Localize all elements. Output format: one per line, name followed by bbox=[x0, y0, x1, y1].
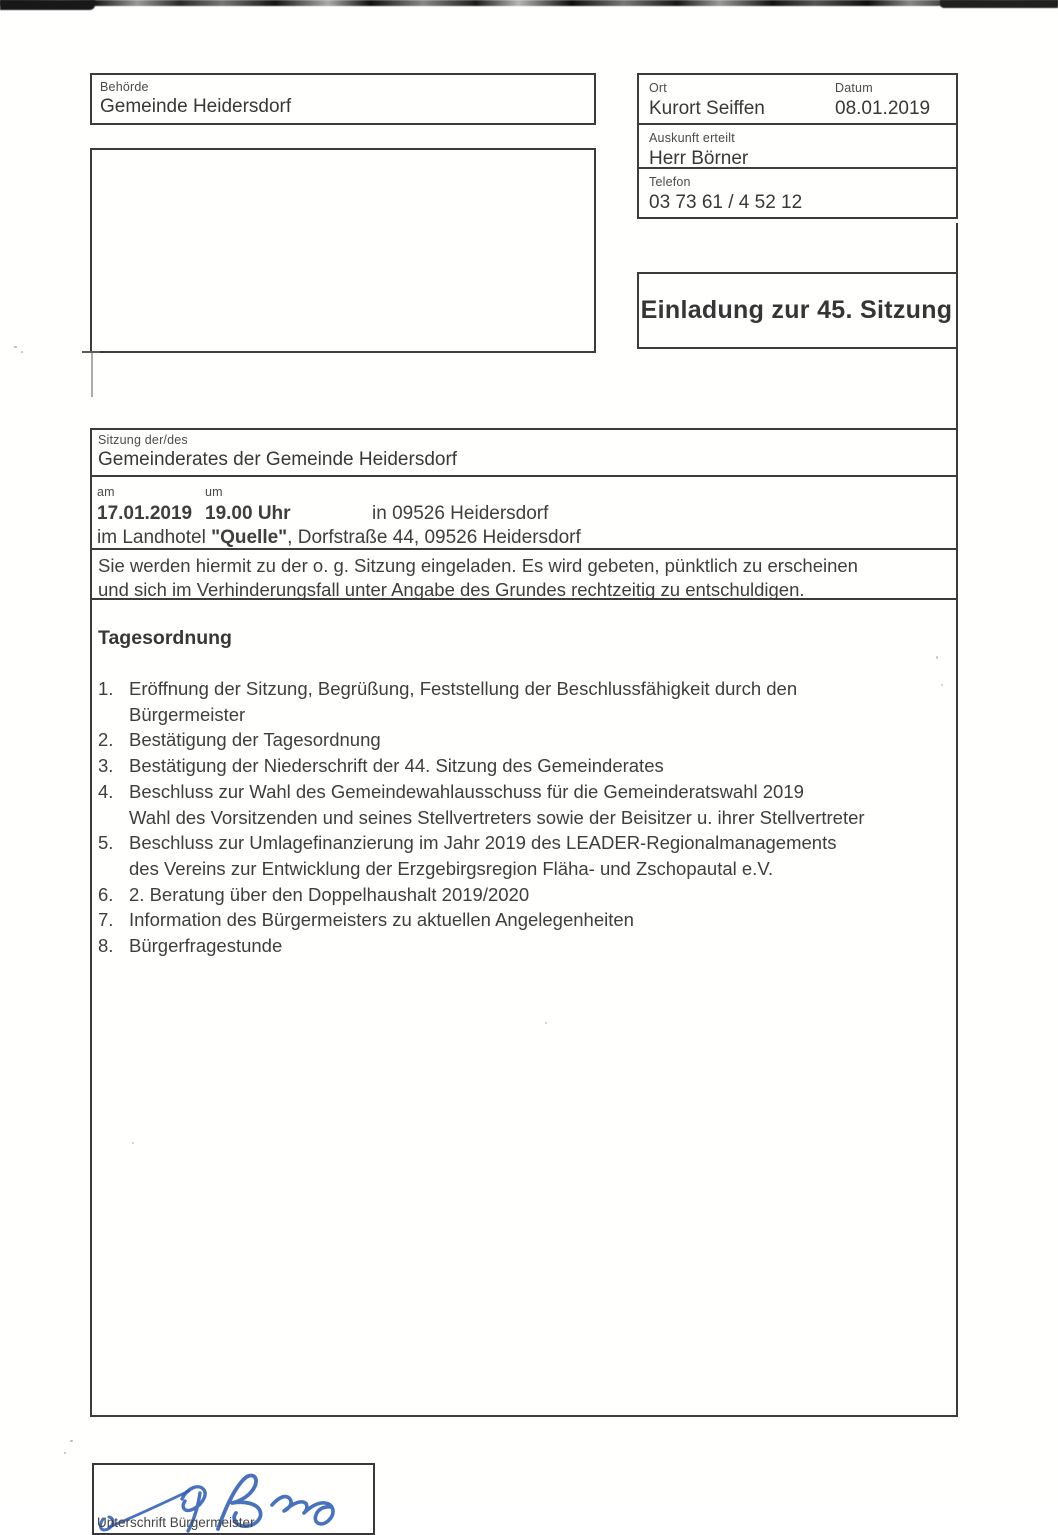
ort-datum-row bbox=[639, 75, 956, 123]
datum-value: 08.01.2019 bbox=[835, 98, 931, 119]
telefon-label: Telefon bbox=[649, 175, 691, 189]
scan-speck bbox=[70, 1440, 73, 1442]
venue-name: "Quelle" bbox=[211, 527, 288, 548]
agenda-line: Wahl des Vorsitzenden und seines Stellvertreters sowie der Beisitzer u. ihrer Stellvertreter bbox=[129, 806, 865, 828]
venue-line bbox=[97, 527, 581, 549]
agenda-line: des Vereins zur Entwicklung der Erzgebirgsregion Fläha- und Zschopautal e.V. bbox=[129, 857, 774, 879]
agenda-line: Information des Bürgermeisters zu aktuellen Angelegenheiten bbox=[129, 909, 634, 931]
agenda-item-number: 5. bbox=[98, 832, 114, 854]
meeting-place: in 09526 Heidersdorf bbox=[372, 503, 549, 524]
invitation-note-section bbox=[92, 550, 956, 600]
agenda-item-text bbox=[129, 907, 634, 933]
meeting-date: 17.01.2019 bbox=[97, 503, 193, 524]
agenda-item-text bbox=[129, 676, 797, 727]
signature-label: Unterschrift Bürgermeister bbox=[97, 1515, 255, 1530]
note-line-1: Sie werden hiermit zu der o. g. Sitzung eingeladen. Es wird gebeten, pünktlich zu erscheinen bbox=[98, 555, 858, 576]
sitzung-label: Sitzung der/des bbox=[98, 433, 188, 447]
agenda-title: Tagesordnung bbox=[98, 627, 232, 649]
scan-speck bbox=[14, 346, 17, 348]
agenda-list bbox=[98, 676, 946, 959]
contact-info-box bbox=[637, 73, 958, 219]
agenda-item-text bbox=[129, 727, 381, 753]
agenda-item-6 bbox=[98, 882, 946, 908]
invitation-title: Einladung zur 45. Sitzung bbox=[640, 296, 953, 324]
agenda-item-number: 2. bbox=[98, 729, 114, 751]
auskunft-label: Auskunft erteilt bbox=[649, 131, 735, 145]
venue-prefix: im Landhotel bbox=[97, 527, 212, 548]
behoerde-field bbox=[90, 73, 596, 125]
auskunft-row bbox=[639, 123, 956, 167]
agenda-item-number: 8. bbox=[98, 935, 114, 957]
scan-speck bbox=[21, 351, 23, 353]
agenda-item-2 bbox=[98, 727, 946, 753]
datetime-line bbox=[92, 503, 956, 525]
fold-mark-tick bbox=[82, 351, 100, 353]
um-label: um bbox=[205, 485, 223, 499]
agenda-line: Bürgermeister bbox=[129, 703, 246, 725]
agenda-line: 2. Beratung über den Doppelhaushalt 2019/2020 bbox=[129, 883, 530, 905]
datetime-section bbox=[92, 477, 956, 550]
agenda-line: Beschluss zur Wahl des Gemeindewahlausschuss für die Gemeinderatswahl 2019 bbox=[129, 780, 804, 802]
address-window-box bbox=[90, 148, 596, 353]
meeting-time: 19.00 Uhr bbox=[205, 503, 291, 524]
agenda-item-1 bbox=[98, 676, 946, 727]
agenda-line: Beschluss zur Umlagefinanzierung im Jahr 2019 des LEADER-Regionalmanagements bbox=[129, 832, 837, 854]
datum-label: Datum bbox=[835, 81, 873, 95]
invitation-title-box bbox=[637, 272, 958, 349]
agenda-item-text bbox=[129, 753, 664, 779]
scan-artifact-blob bbox=[940, 0, 1058, 8]
agenda-line: Bestätigung der Niederschrift der 44. Sitzung des Gemeinderates bbox=[129, 755, 664, 777]
agenda-line: Eröffnung der Sitzung, Begrüßung, Feststellung der Beschlussfähigkeit durch den bbox=[129, 678, 798, 699]
behoerde-value: Gemeinde Heidersdorf bbox=[100, 96, 292, 117]
agenda-item-8 bbox=[98, 933, 946, 959]
agenda-item-number: 4. bbox=[98, 780, 114, 802]
venue-suffix: , Dorfstraße 44, 09526 Heidersdorf bbox=[287, 527, 581, 548]
scan-artifact-blob bbox=[0, 0, 95, 10]
telefon-row bbox=[639, 167, 956, 217]
agenda-item-number: 6. bbox=[98, 883, 114, 905]
ort-value: Kurort Seiffen bbox=[649, 98, 765, 119]
agenda-item-7 bbox=[98, 907, 946, 933]
scan-speck bbox=[64, 1452, 66, 1454]
agenda-item-text bbox=[129, 779, 865, 830]
am-label: am bbox=[97, 485, 115, 499]
agenda-item-text bbox=[129, 830, 836, 881]
agenda-section bbox=[92, 600, 956, 1530]
agenda-item-number: 1. bbox=[98, 678, 114, 699]
sitzung-value: Gemeinderates der Gemeinde Heidersdorf bbox=[98, 449, 458, 470]
ort-label: Ort bbox=[649, 81, 667, 95]
scan-artifact-top-band bbox=[0, 0, 1058, 6]
agenda-item-number: 3. bbox=[98, 755, 114, 777]
agenda-item-3 bbox=[98, 753, 946, 779]
fold-mark-line bbox=[91, 353, 93, 397]
main-form-frame bbox=[90, 428, 958, 1530]
note-line-2: und sich im Verhinderungsfall unter Angabe des Grundes rechtzeitig zu entschuldigen. bbox=[98, 578, 805, 600]
agenda-line: Bürgerfragestunde bbox=[129, 935, 283, 957]
behoerde-label: Behörde bbox=[100, 80, 149, 94]
agenda-item-5 bbox=[98, 830, 946, 881]
signature-box bbox=[92, 1463, 375, 1535]
agenda-item-text bbox=[129, 933, 282, 959]
telefon-value: 03 73 61 / 4 52 12 bbox=[649, 192, 803, 213]
agenda-line: Bestätigung der Tagesordnung bbox=[129, 729, 381, 751]
agenda-item-4 bbox=[98, 779, 946, 830]
sitzung-section bbox=[92, 430, 956, 477]
agenda-item-text bbox=[129, 882, 529, 908]
agenda-item-number: 7. bbox=[98, 909, 114, 931]
auskunft-value: Herr Börner bbox=[649, 148, 749, 169]
